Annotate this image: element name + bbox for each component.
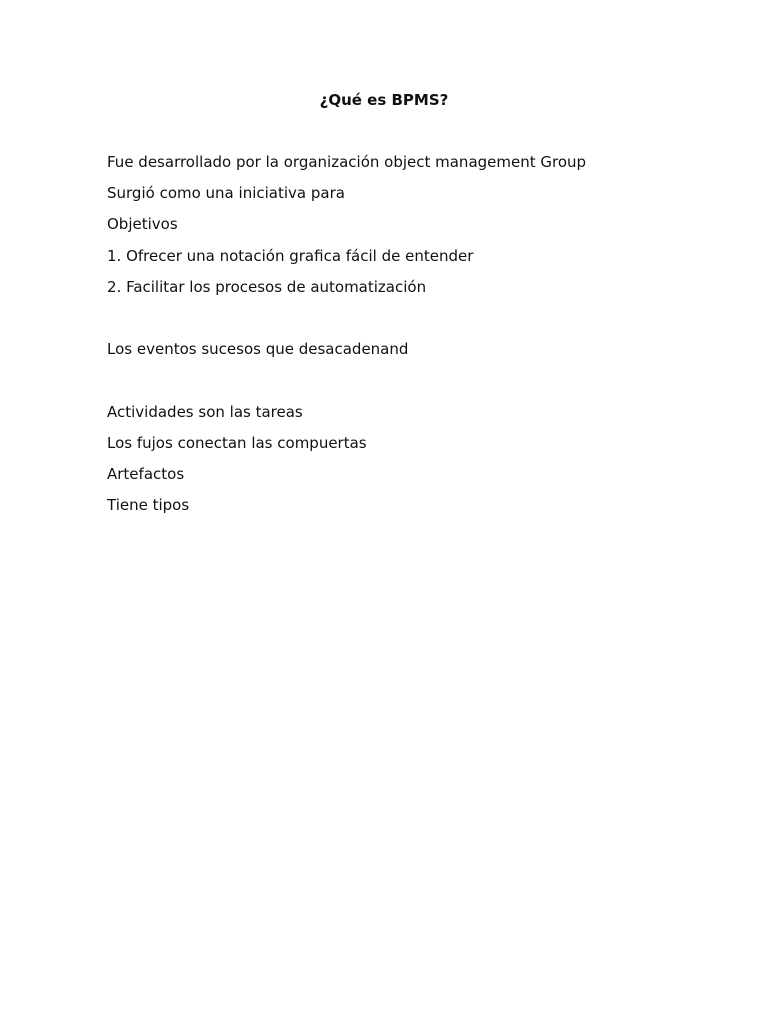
paragraph-line: Los fujos conectan las compuertas [107, 433, 367, 452]
paragraph-line: Fue desarrollado por la organización object management Group [107, 153, 587, 171]
paragraph-line: Actividades son las tareas [107, 402, 303, 421]
document-title: ¿Qué es BPMS? [319, 91, 449, 109]
paragraph-line: Tiene tipos [107, 496, 190, 515]
paragraph-line: 1. Ofrecer una notación grafica fácil de entender [107, 246, 474, 265]
document-body [107, 152, 707, 526]
paragraph-line: Objetivos [107, 215, 178, 234]
blank-line [107, 370, 707, 390]
paragraph-line: Los eventos sucesos que desacadenand [107, 340, 409, 359]
paragraph-line: Artefactos [107, 464, 185, 483]
paragraph-line: 2. Facilitar los procesos de automatización [107, 277, 427, 296]
paragraph-line: Surgió como una iniciativa para [107, 184, 345, 203]
blank-line [107, 308, 707, 328]
